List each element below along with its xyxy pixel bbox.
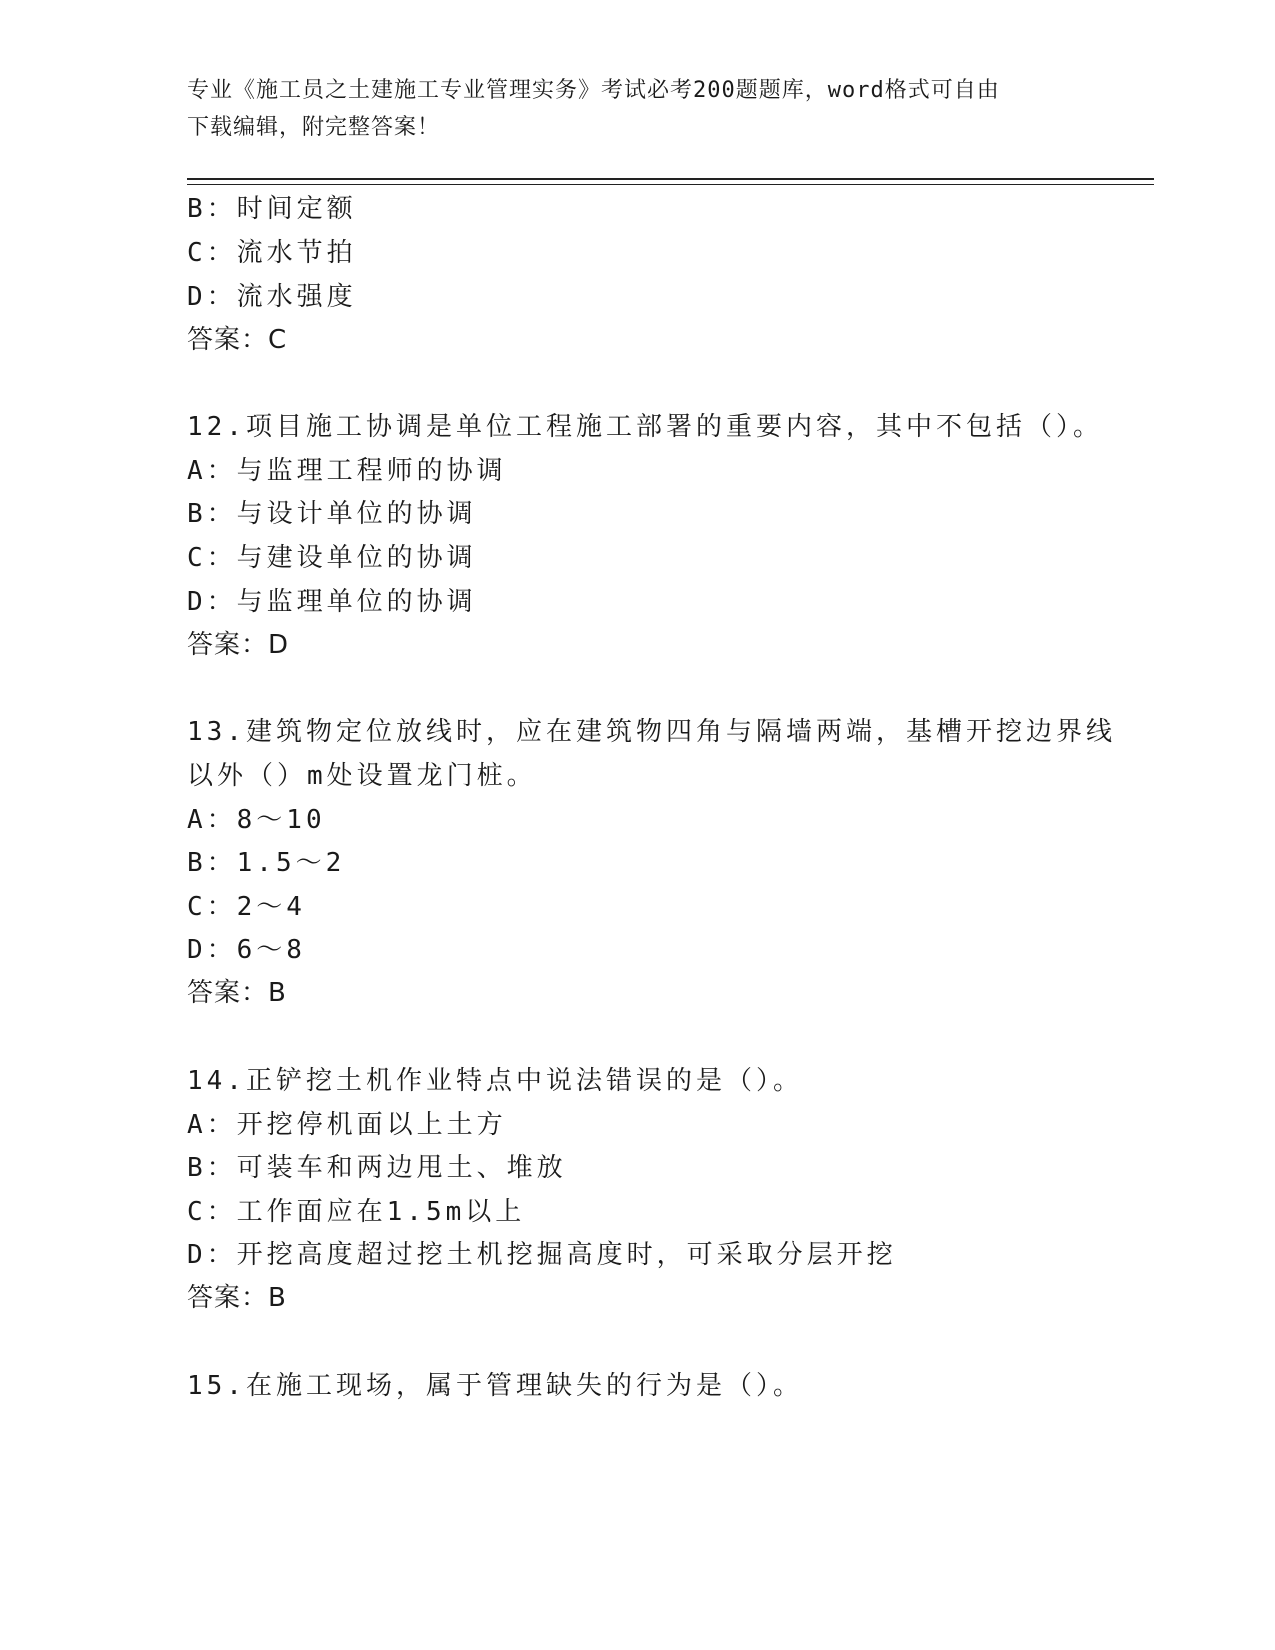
option-a: A：8～10 xyxy=(187,805,326,835)
option-b: B：时间定额 xyxy=(187,194,357,224)
answer: 答案：B xyxy=(187,1283,287,1313)
header-rule-thin xyxy=(187,184,1154,185)
question-14: 14.正铲挖土机作业特点中说法错误的是（）。 xyxy=(187,1066,803,1096)
option-a: A：与监理工程师的协调 xyxy=(187,456,507,486)
option-d: D：开挖高度超过挖土机挖掘高度时，可采取分层开挖 xyxy=(187,1240,897,1270)
answer: 答案：D xyxy=(187,630,290,660)
option-b: B：与设计单位的协调 xyxy=(187,499,477,529)
option-c: C：工作面应在1.5m以上 xyxy=(187,1197,526,1227)
option-a: A：开挖停机面以上土方 xyxy=(187,1110,507,1140)
answer: 答案：B xyxy=(187,978,287,1008)
question-12: 12.项目施工协调是单位工程施工部署的重要内容，其中不包括（）。 xyxy=(187,412,1103,442)
question-13: 13.建筑物定位放线时，应在建筑物四角与隔墙两端，基槽开挖边界线 xyxy=(187,717,1116,747)
option-c: C：2～4 xyxy=(187,892,306,922)
option-d: D：6～8 xyxy=(187,935,306,965)
question-13-cont: 以外（）m处设置龙门桩。 xyxy=(187,761,537,791)
option-b: B：可装车和两边甩土、堆放 xyxy=(187,1153,567,1183)
answer: 答案：C xyxy=(187,325,288,355)
document-header xyxy=(187,72,1087,146)
option-d: D：与监理单位的协调 xyxy=(187,587,477,617)
option-c: C：流水节拍 xyxy=(187,238,357,268)
option-c: C：与建设单位的协调 xyxy=(187,543,477,573)
header-rule-thick xyxy=(187,178,1154,180)
option-d: D：流水强度 xyxy=(187,282,357,312)
question-15: 15.在施工现场，属于管理缺失的行为是（）。 xyxy=(187,1371,803,1401)
header-line-1: 专业《施工员之土建施工专业管理实务》考试必考200题题库，word格式可自由 xyxy=(187,78,1000,103)
option-b: B：1.5～2 xyxy=(187,848,346,878)
header-line-2: 下载编辑，附完整答案！ xyxy=(187,115,441,140)
